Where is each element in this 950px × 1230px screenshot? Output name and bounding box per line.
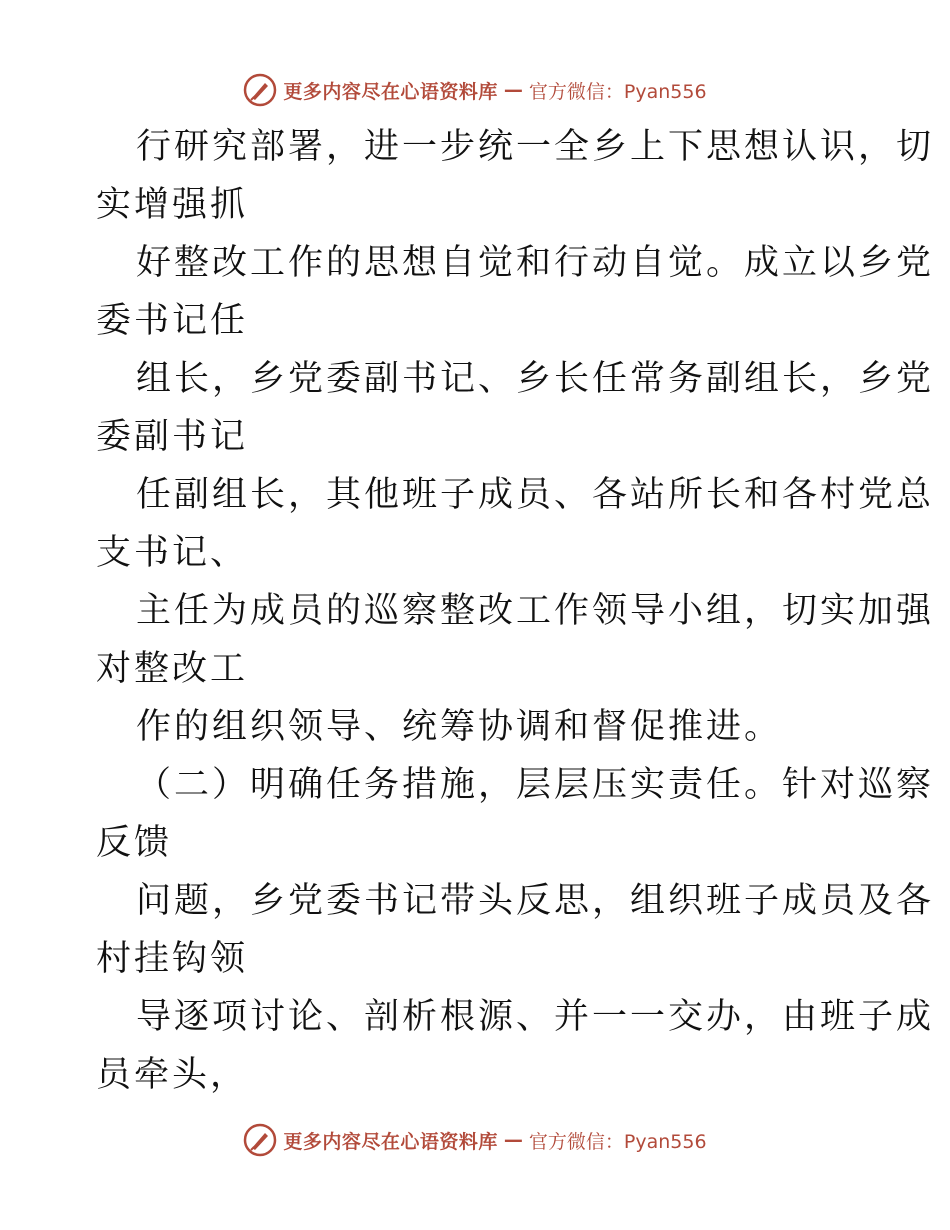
paragraph [96, 582, 935, 698]
paragraph [96, 350, 935, 466]
paragraph [96, 466, 935, 582]
paragraph-line: 导逐项讨论、剖析根源、并一一交办，由班子成 [136, 997, 935, 1037]
paragraph-line: 员牵头， [96, 1055, 249, 1095]
paragraph-line: 组长，乡党委副书记、乡长任常务副组长，乡党 [136, 359, 935, 399]
paragraph [96, 872, 935, 988]
watermark-text: 更多内容尽在心语资料库 [283, 1130, 498, 1153]
header-watermark [0, 70, 950, 110]
paragraph-line: 村挂钩领 [96, 939, 249, 979]
paragraph [96, 756, 935, 872]
watermark-separator: — [503, 79, 523, 101]
watermark-wechat: 官方微信：Pyan556 [528, 1130, 707, 1153]
watermark-text: 更多内容尽在心语资料库 [283, 80, 498, 103]
paragraph-line: 实增强抓 [96, 185, 249, 225]
watermark-wechat: 官方微信：Pyan556 [528, 80, 707, 103]
paragraph-line: 问题，乡党委书记带头反思，组织班子成员及各 [136, 881, 935, 921]
paragraph-line: 好整改工作的思想自觉和行动自觉。成立以乡党 [136, 243, 935, 283]
paragraph-line: 支书记、 [96, 533, 249, 573]
watermark-separator: — [503, 1129, 523, 1151]
paragraph [96, 234, 935, 350]
paragraph-line: 委书记任 [96, 301, 249, 341]
footer-watermark [0, 1120, 950, 1160]
paragraph-line: 作的组织领导、统筹协调和督促推进。 [136, 707, 783, 747]
paragraph-line: 委副书记 [96, 417, 249, 457]
paragraph [96, 988, 935, 1104]
paragraph-line: （二）明确任务措施，层层压实责任。针对巡察 [136, 765, 935, 805]
paragraph-line: 任副组长，其他班子成员、各站所长和各村党总 [136, 475, 935, 515]
paragraph-line: 主任为成员的巡察整改工作领导小组，切实加强 [136, 591, 935, 631]
paragraph-line: 反馈 [96, 823, 173, 863]
document-body [96, 118, 935, 1104]
paragraph [96, 698, 856, 756]
quill-circle-logo-icon [243, 73, 277, 107]
paragraph-line: 行研究部署，进一步统一全乡上下思想认识，切 [136, 127, 935, 167]
quill-circle-logo-icon [243, 1123, 277, 1157]
paragraph-line: 对整改工 [96, 649, 249, 689]
paragraph [96, 118, 935, 234]
